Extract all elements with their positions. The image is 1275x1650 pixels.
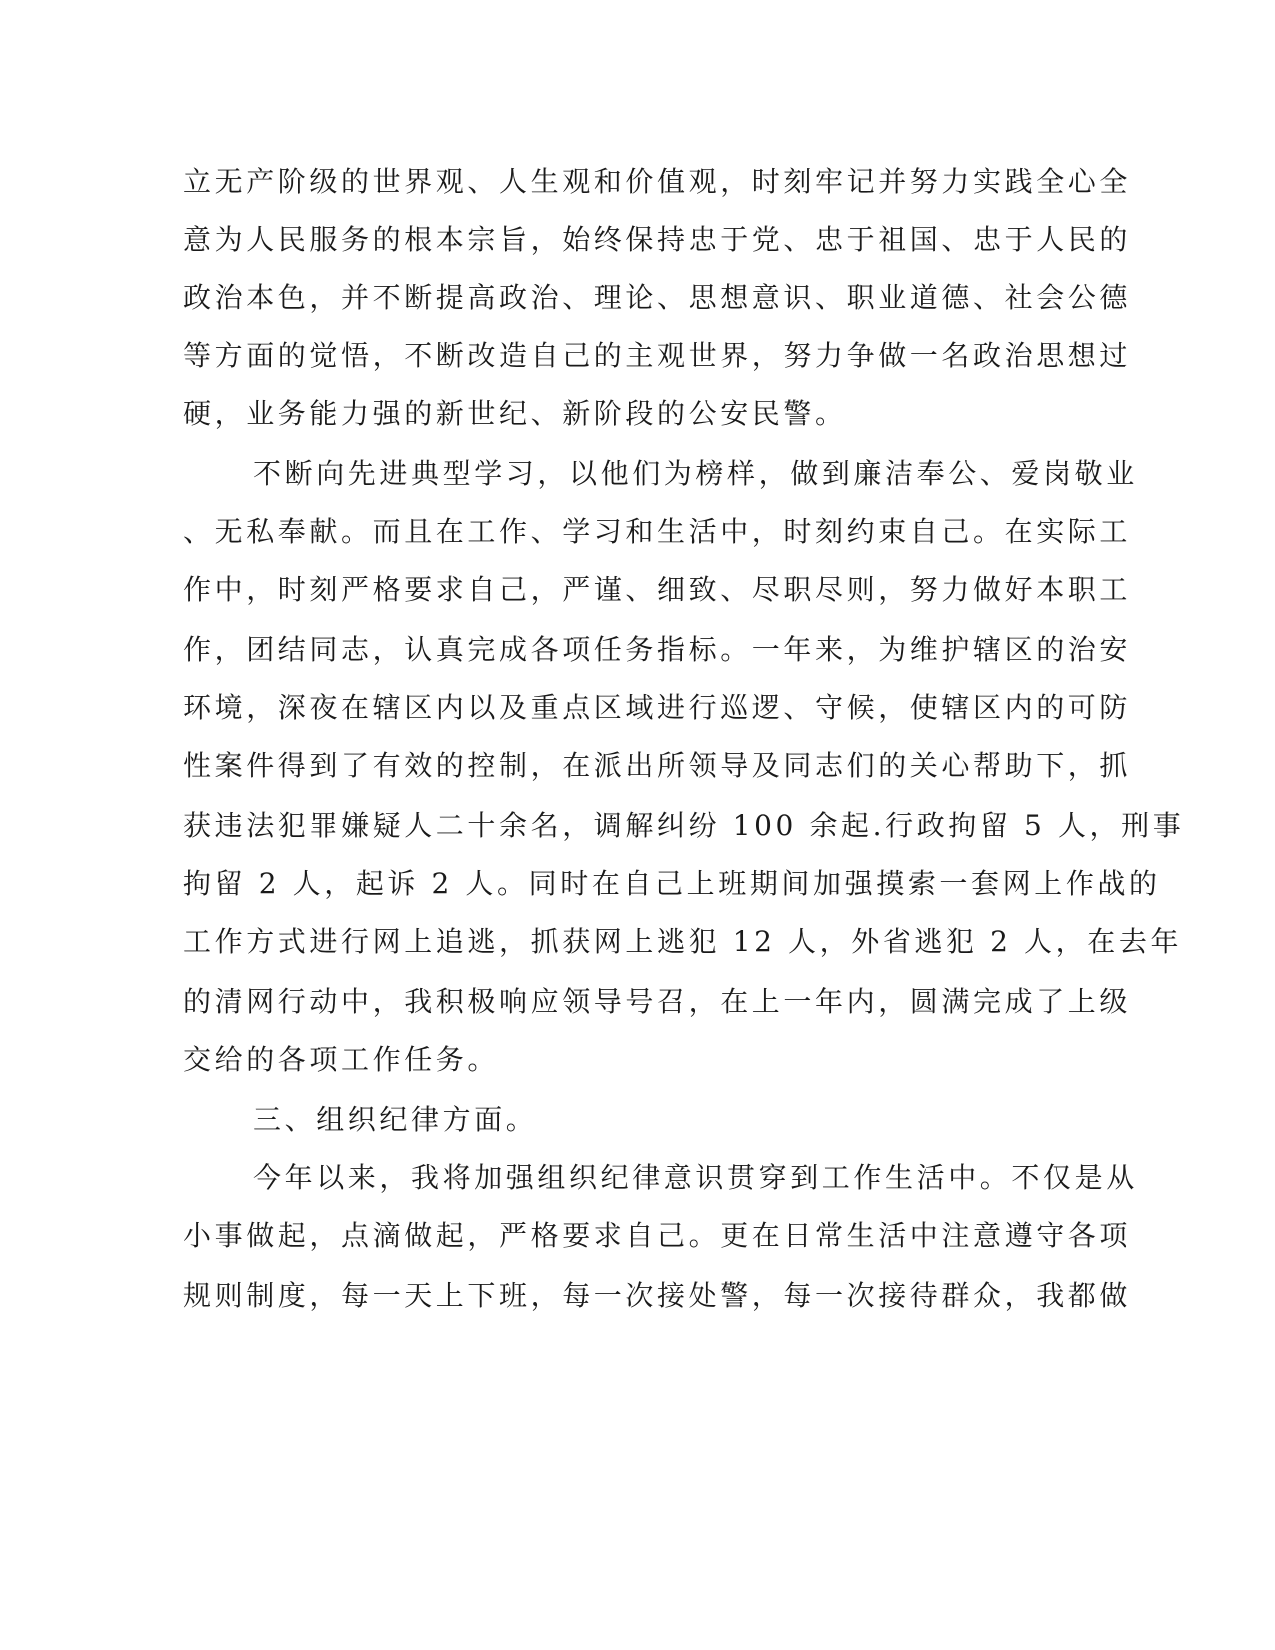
text-line: 等方面的觉悟，不断改造自己的主观世界，努力争做一名政治思想过 (183, 339, 1132, 372)
text-line: 的清网行动中，我积极响应领导号召，在上一年内，圆满完成了上级 (183, 985, 1132, 1018)
text-line: 性案件得到了有效的控制，在派出所领导及同志们的关心帮助下，抓 (183, 749, 1132, 782)
text-line: 作，团结同志，认真完成各项任务指标。一年来，为维护辖区的治安 (183, 633, 1132, 666)
text-line: 交给的各项工作任务。 (183, 1043, 500, 1076)
text-line: 意为人民服务的根本宗旨，始终保持忠于党、忠于祖国、忠于人民的 (183, 223, 1132, 256)
text-line: 立无产阶级的世界观、人生观和价值观，时刻牢记并努力实践全心全 (183, 165, 1132, 198)
text-line: 规则制度，每一天上下班，每一次接处警，每一次接待群众，我都做 (183, 1279, 1132, 1312)
paragraph-first-line: 不断向先进典型学习，以他们为榜样，做到廉洁奉公、爱岗敬业 (253, 457, 1138, 490)
text-line: 作中，时刻严格要求自己，严谨、细致、尽职尽则，努力做好本职工 (183, 573, 1132, 606)
text-line: 小事做起，点滴做起，严格要求自己。更在日常生活中注意遵守各项 (183, 1219, 1132, 1252)
text-line: 、无私奉献。而且在工作、学习和生活中，时刻约束自己。在实际工 (183, 515, 1132, 548)
paragraph-first-line: 今年以来，我将加强组织纪律意识贯穿到工作生活中。不仅是从 (253, 1161, 1138, 1194)
text-line: 工作方式进行网上追逃，抓获网上逃犯 12 人，外省逃犯 2 人，在去年 (183, 925, 1183, 958)
text-line: 获违法犯罪嫌疑人二十余名，调解纠纷 100 余起.行政拘留 5 人，刑事 (183, 809, 1185, 842)
text-line: 环境，深夜在辖区内以及重点区域进行巡逻、守候，使辖区内的可防 (183, 691, 1132, 724)
text-line: 政治本色，并不断提高政治、理论、思想意识、职业道德、社会公德 (183, 281, 1132, 314)
section-heading: 三、组织纪律方面。 (253, 1103, 538, 1136)
text-line: 硬，业务能力强的新世纪、新阶段的公安民警。 (183, 397, 847, 430)
text-line: 拘留 2 人，起诉 2 人。同时在自己上班期间加强摸索一套网上作战的 (183, 867, 1161, 900)
